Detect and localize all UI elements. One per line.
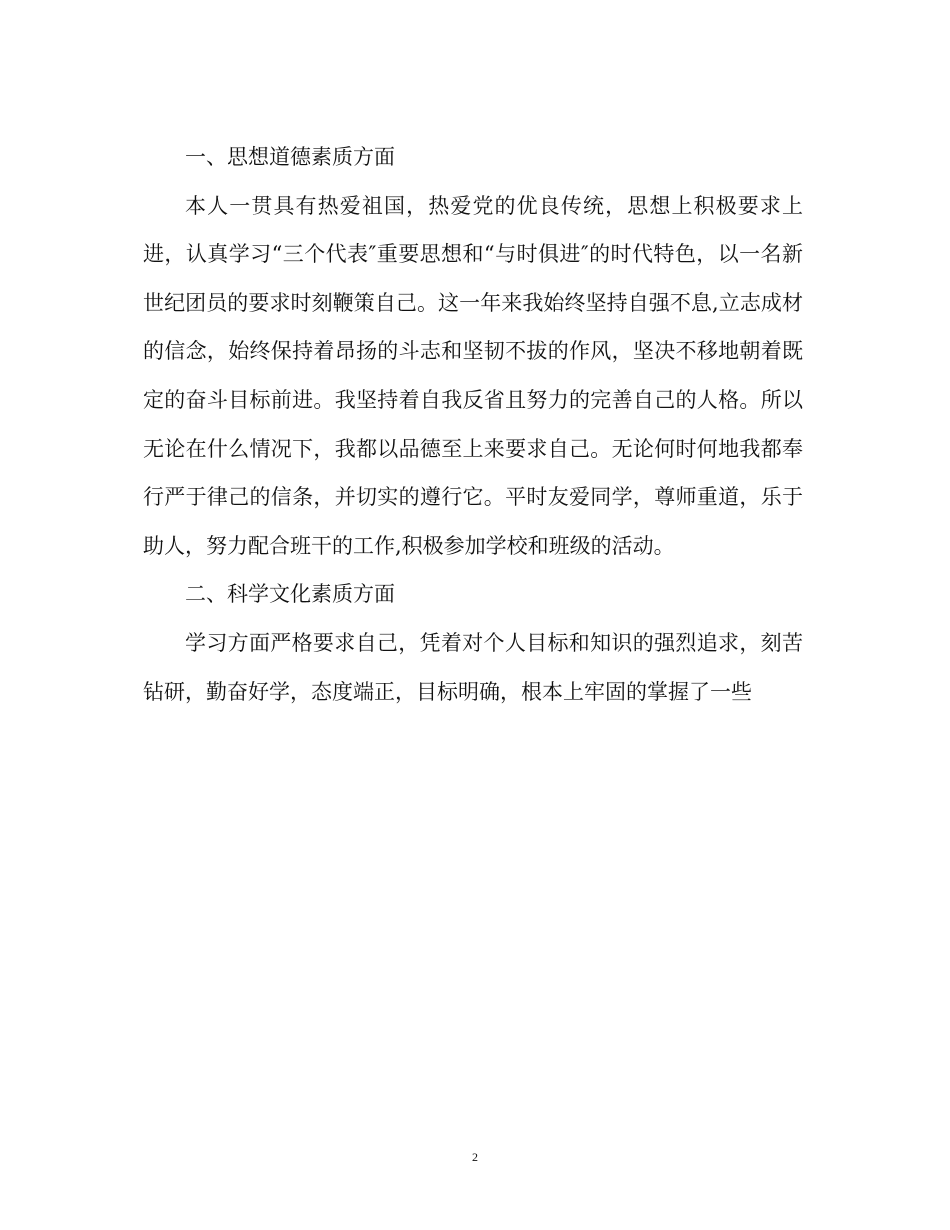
- section-paragraph-2: 学习方面严格要求自己，凭着对个人目标和知识的强烈追求，刻苦钻研，勤奋好学，态度端正，目标明确，根本上牢固的掌握了一些: [143, 630, 803, 704]
- section-heading-2: 二、科学文化素质方面: [185, 582, 395, 607]
- section-paragraph-1: 本人一贯具有热爱祖国，热爱党的优良传统，思想上积极要求上进，认真学习“三个代表″重要思想和“与时俱进″的时代特色，以一名新世纪团员的要求时刻鞭策自己。这一年来我始终坚持自强不息,立志成材的信念，始终保持着昂扬的斗志和坚韧不拔的作风，坚决不移地朝着既定的奋斗目标前进。我坚持着自我反省且努力的完善自己的人格。所以无论在什么情况下，我都以品德至上来要求自己。无论何时何地我都奉行严于律己的信条，并切实的遵行它。平时友爱同学，尊师重道，乐于助人，努力配合班干的工作,积极参加学校和班级的活动。: [143, 193, 803, 558]
- page-number: 2: [472, 1150, 478, 1164]
- section-heading-1: 一、思想道德素质方面: [185, 145, 395, 169]
- document-body: [143, 133, 803, 716]
